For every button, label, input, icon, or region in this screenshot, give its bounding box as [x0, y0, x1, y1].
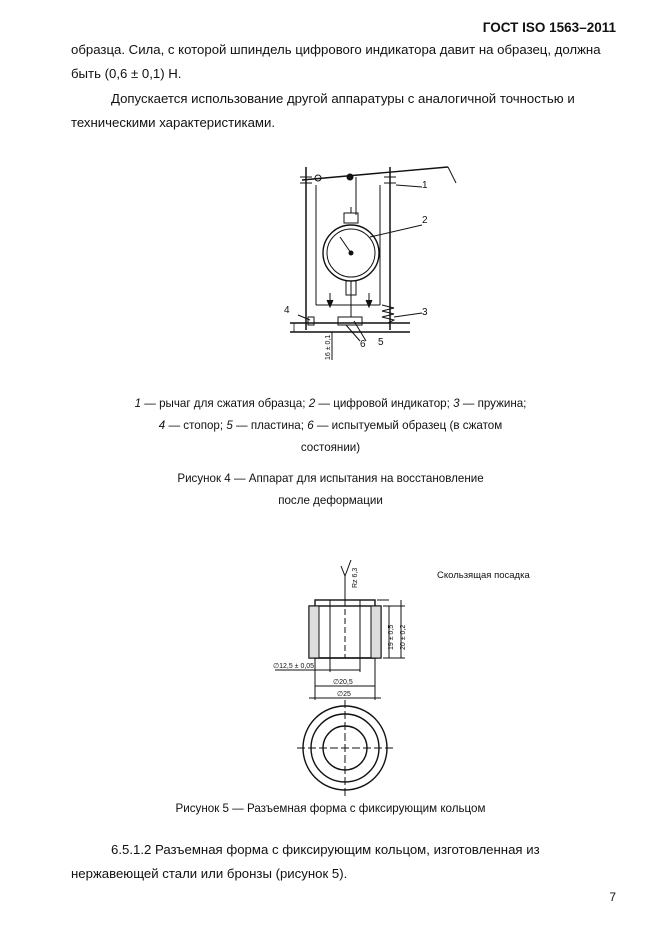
figure4-apparatus-drawing	[270, 155, 470, 365]
dim-inner-height: 19 ± 0,5	[388, 624, 395, 650]
figure4-legend	[0, 393, 661, 459]
callout-1: 1	[422, 180, 428, 191]
callout-2: 2	[422, 215, 428, 226]
page-number: 7	[609, 890, 616, 904]
legend-text: — стопор;	[165, 419, 227, 432]
legend-num: 4	[158, 419, 166, 432]
callout-5: 5	[378, 337, 384, 348]
callout-4: 4	[284, 305, 290, 316]
legend-num: 5	[226, 419, 233, 432]
paragraph-line: образца. Сила, с которой шпиндель цифрового индикатора давит на образец, должна	[71, 42, 601, 57]
dim-inner-diameter: ∅12,5 ± 0,05	[273, 663, 315, 670]
paragraph-force	[71, 38, 619, 86]
legend-text: — пружина;	[459, 397, 527, 410]
dimension-16: 16 ± 0,1	[325, 334, 332, 360]
paragraph-line: 6.5.1.2 Разъемная форма с фиксирующим кольцом, изготовленная из	[111, 842, 540, 857]
roughness-label: Rz 6,3	[352, 567, 359, 588]
figure4-caption	[0, 468, 661, 512]
legend-text: — пластина;	[232, 419, 308, 432]
fit-label: Скользящая посадка	[437, 570, 530, 581]
caption-line: после деформации	[278, 494, 383, 507]
legend-text: — цифровой индикатор;	[315, 397, 454, 410]
document-header: ГОСТ ISO 1563–2011	[482, 20, 616, 35]
dim-mid-diameter: ∅20,5	[333, 679, 353, 686]
dim-outer-diameter: ∅25	[337, 691, 351, 698]
legend-num: 3	[453, 397, 460, 410]
legend-text: — испытуемый образец (в сжатом	[313, 419, 503, 432]
legend-text: состоянии)	[300, 441, 361, 454]
callout-6: 6	[360, 339, 366, 350]
paragraph-equipment	[71, 87, 619, 135]
paragraph-line: нержавеющей стали или бронзы (рисунок 5).	[71, 866, 348, 881]
section-6-5-1-2	[71, 838, 619, 886]
legend-num: 6	[307, 419, 314, 432]
dim-outer-height: 20 ± 0,2	[400, 624, 407, 650]
caption-line: Рисунок 4 — Аппарат для испытания на восстановление	[177, 472, 484, 485]
figure5-mold-drawing	[265, 560, 465, 800]
figure5-caption: Рисунок 5 — Разъемная форма с фиксирующим кольцом	[175, 802, 486, 815]
legend-num: 2	[308, 397, 316, 410]
callout-3: 3	[422, 307, 428, 318]
paragraph-line: быть (0,6 ± 0,1) Н.	[71, 66, 182, 81]
legend-text: — рычаг для сжатия образца;	[141, 397, 309, 410]
paragraph-line: техническими характеристиками.	[71, 115, 275, 130]
paragraph-line: Допускается использование другой аппаратуры с аналогичной точностью и	[111, 91, 575, 106]
legend-num: 1	[134, 397, 142, 410]
